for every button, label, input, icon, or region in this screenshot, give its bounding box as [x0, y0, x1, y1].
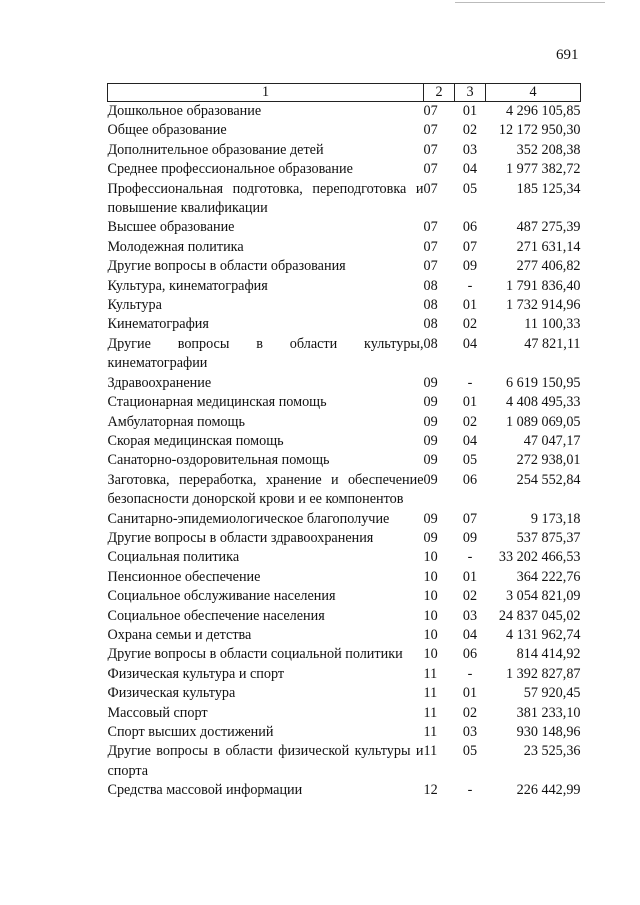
row-section-code: 07 — [423, 161, 438, 178]
row-amount: 381 233,10 — [516, 704, 581, 721]
table-row — [108, 296, 581, 315]
row-section-code: 09 — [423, 413, 438, 430]
row-name: Кинематография — [107, 316, 209, 333]
table-row — [108, 180, 581, 219]
row-section-code: 08 — [423, 335, 438, 352]
row-subsection-code: 06 — [462, 219, 478, 236]
row-section-code: 09 — [423, 432, 438, 449]
table-row — [108, 218, 581, 237]
row-name: Средства массовой информации — [107, 782, 303, 799]
row-amount: 364 222,76 — [516, 568, 581, 585]
row-name: Спорт высших достижений — [107, 724, 274, 740]
column-header-2: 2 — [424, 84, 455, 102]
row-section-code: 07 — [423, 258, 438, 275]
column-header-3: 3 — [455, 84, 486, 102]
row-amount: 4 296 105,85 — [486, 102, 581, 122]
table-row — [108, 277, 581, 296]
row-amount: 4 408 495,33 — [506, 394, 581, 411]
table-row — [108, 102, 581, 122]
row-amount: 254 552,84 — [516, 471, 581, 488]
row-subsection-code: 02 — [462, 316, 478, 333]
row-section-code: 11 — [423, 724, 438, 740]
row-section-code: 07 — [423, 180, 438, 197]
column-header-4: 4 — [486, 84, 581, 102]
row-subsection-code: 03 — [462, 607, 478, 624]
row-section-code: 09 — [423, 529, 438, 546]
row-amount: 930 148,96 — [516, 724, 581, 740]
row-amount: 12 172 950,30 — [498, 122, 581, 139]
row-subsection-code: - — [467, 374, 473, 391]
row-amount: 9 173,18 — [530, 510, 581, 527]
row-name: Социальное обслуживание населения — [107, 588, 336, 605]
row-section-code: 09 — [423, 394, 438, 411]
table-row — [108, 432, 581, 451]
row-subsection-code: 01 — [462, 568, 478, 585]
table-row — [108, 742, 581, 781]
row-amount: 1 089 069,05 — [506, 413, 581, 430]
row-amount: 277 406,82 — [516, 258, 581, 275]
row-section-code: 09 — [423, 471, 438, 488]
row-name: Социальное обеспечение населения — [107, 607, 325, 624]
row-section-code: 10 — [423, 568, 438, 585]
table-row — [108, 413, 581, 432]
table-row — [108, 121, 581, 140]
table-row — [108, 510, 581, 529]
row-name: Дополнительное образование детей — [107, 141, 324, 158]
row-section-code: 10 — [423, 607, 438, 624]
budget-table — [107, 83, 581, 801]
row-amount: 47 047,17 — [523, 432, 581, 449]
row-section-code: 11 — [423, 743, 438, 760]
row-section-code: 07 — [423, 122, 438, 139]
row-subsection-code: 04 — [462, 335, 478, 352]
row-section-code: 10 — [423, 646, 438, 663]
row-name: Другие вопросы в области социальной политики — [107, 646, 403, 663]
row-subsection-code: 09 — [462, 529, 478, 546]
table-row — [108, 684, 581, 703]
row-name: Профессиональная подготовка, переподготовка и повышение квалификации — [107, 180, 424, 217]
row-subsection-code: 05 — [462, 743, 478, 760]
row-section-code: 10 — [423, 588, 438, 605]
row-subsection-code: - — [467, 549, 473, 566]
table-row — [108, 665, 581, 684]
table-row — [108, 451, 581, 470]
row-name: Культура, кинематография — [107, 277, 268, 294]
row-amount: 1 791 836,40 — [506, 277, 581, 294]
table-row — [108, 257, 581, 276]
row-name: Стационарная медицинская помощь — [107, 394, 327, 411]
row-name: Физическая культура — [107, 685, 236, 702]
row-section-code: 12 — [423, 782, 438, 799]
table-row — [108, 548, 581, 567]
row-subsection-code: - — [467, 665, 473, 682]
row-section-code: 11 — [423, 704, 438, 721]
row-name: Социальная политика — [107, 549, 240, 566]
table-body — [108, 102, 581, 801]
table-row — [108, 568, 581, 587]
row-subsection-code: 06 — [462, 646, 478, 663]
table-row — [108, 315, 581, 334]
row-subsection-code: 03 — [462, 141, 478, 158]
row-subsection-code: 04 — [462, 626, 478, 643]
row-section-code: 08 — [423, 297, 438, 314]
row-amount: 24 837 045,02 — [498, 607, 581, 624]
row-amount: 23 525,36 — [523, 743, 581, 760]
row-name: Молодежная политика — [107, 238, 244, 255]
row-name: Другие вопросы в области культуры, кинематографии — [107, 335, 424, 372]
row-subsection-code: 01 — [462, 394, 478, 411]
row-name: Заготовка, переработка, хранение и обеспечение безопасности донорской крови и ее компонентов — [107, 471, 424, 508]
table-row — [108, 645, 581, 664]
row-name: Дошкольное образование — [108, 102, 424, 122]
row-subsection-code: - — [467, 277, 473, 294]
table-row — [108, 529, 581, 548]
table-row — [108, 141, 581, 160]
row-amount: 1 732 914,96 — [506, 297, 581, 314]
row-subsection-code: 07 — [462, 510, 478, 527]
row-name: Пенсионное обеспечение — [107, 568, 261, 585]
row-section-code: 10 — [423, 626, 438, 643]
row-amount: 537 875,37 — [516, 529, 581, 546]
row-name: Другие вопросы в области физической культуры и спорта — [107, 743, 424, 779]
row-section-code: 09 — [423, 374, 438, 391]
row-amount: 6 619 150,95 — [506, 374, 581, 391]
row-subsection-code: 05 — [462, 180, 478, 197]
row-amount: 271 631,14 — [516, 238, 581, 255]
row-section-code: 07 — [424, 102, 455, 122]
row-amount: 487 275,39 — [516, 219, 581, 236]
row-amount: 33 202 466,53 — [498, 549, 581, 566]
top-rule — [455, 2, 605, 3]
table-row — [108, 587, 581, 606]
row-name: Общее образование — [107, 122, 227, 139]
row-subsection-code: 04 — [462, 432, 478, 449]
row-section-code: 11 — [423, 685, 438, 702]
table-row — [108, 704, 581, 723]
row-section-code: 09 — [423, 452, 438, 469]
row-subsection-code: 01 — [462, 685, 478, 702]
row-amount: 185 125,34 — [516, 180, 581, 197]
row-subsection-code: 04 — [462, 161, 478, 178]
row-name: Санитарно-эпидемиологическое благополучие — [107, 510, 390, 527]
row-subsection-code: 01 — [462, 297, 478, 314]
page-number: 691 — [556, 47, 579, 63]
header-row — [108, 84, 581, 102]
row-amount: 352 208,38 — [516, 141, 581, 158]
table-row — [108, 160, 581, 179]
row-amount: 226 442,99 — [516, 782, 581, 799]
row-amount: 47 821,11 — [524, 335, 581, 352]
row-subsection-code: 09 — [462, 258, 478, 275]
row-name: Культура — [107, 297, 162, 314]
row-amount: 57 920,45 — [523, 685, 581, 702]
table-row — [108, 781, 581, 800]
table-row — [108, 471, 581, 510]
row-name: Физическая культура и спорт — [107, 665, 285, 682]
row-subsection-code: 02 — [462, 122, 478, 139]
table-row — [108, 335, 581, 374]
row-name: Другие вопросы в области образования — [107, 258, 346, 275]
row-subsection-code: 02 — [462, 588, 478, 605]
table-row — [108, 374, 581, 393]
row-amount: 4 131 962,74 — [506, 626, 581, 643]
row-name: Другие вопросы в области здравоохранения — [107, 529, 374, 546]
row-subsection-code: 06 — [462, 471, 478, 488]
row-name: Охрана семьи и детства — [107, 626, 252, 643]
table-row — [108, 723, 581, 742]
table-row — [108, 393, 581, 412]
column-header-1: 1 — [108, 84, 424, 102]
row-subsection-code: 02 — [462, 704, 478, 721]
row-subsection-code: 03 — [462, 724, 478, 740]
row-amount: 272 938,01 — [516, 452, 581, 469]
row-amount: 1 392 827,87 — [506, 665, 581, 682]
row-subsection-code: 07 — [462, 238, 478, 255]
row-name: Амбулаторная помощь — [107, 413, 245, 430]
row-name: Скорая медицинская помощь — [107, 432, 284, 449]
row-section-code: 08 — [423, 316, 438, 333]
row-section-code: 11 — [423, 665, 438, 682]
row-section-code: 10 — [423, 549, 438, 566]
row-name: Санаторно-оздоровительная помощь — [107, 452, 330, 469]
row-subsection-code: 01 — [455, 102, 486, 122]
table-row — [108, 607, 581, 626]
row-amount: 1 977 382,72 — [506, 161, 581, 178]
row-section-code: 08 — [423, 277, 438, 294]
row-section-code: 07 — [423, 238, 438, 255]
row-section-code: 09 — [423, 510, 438, 527]
table-row — [108, 626, 581, 645]
row-name: Здравоохранение — [107, 374, 212, 391]
row-section-code: 07 — [423, 141, 438, 158]
row-name: Среднее профессиональное образование — [107, 161, 353, 178]
table-row — [108, 238, 581, 257]
row-subsection-code: 02 — [462, 413, 478, 430]
row-name: Высшее образование — [107, 219, 235, 236]
row-amount: 3 054 821,09 — [506, 588, 581, 605]
row-subsection-code: 05 — [462, 452, 478, 469]
row-name: Массовый спорт — [107, 704, 208, 721]
row-subsection-code: - — [467, 782, 473, 799]
row-amount: 814 414,92 — [516, 646, 581, 663]
row-amount: 11 100,33 — [524, 316, 581, 333]
row-section-code: 07 — [423, 219, 438, 236]
